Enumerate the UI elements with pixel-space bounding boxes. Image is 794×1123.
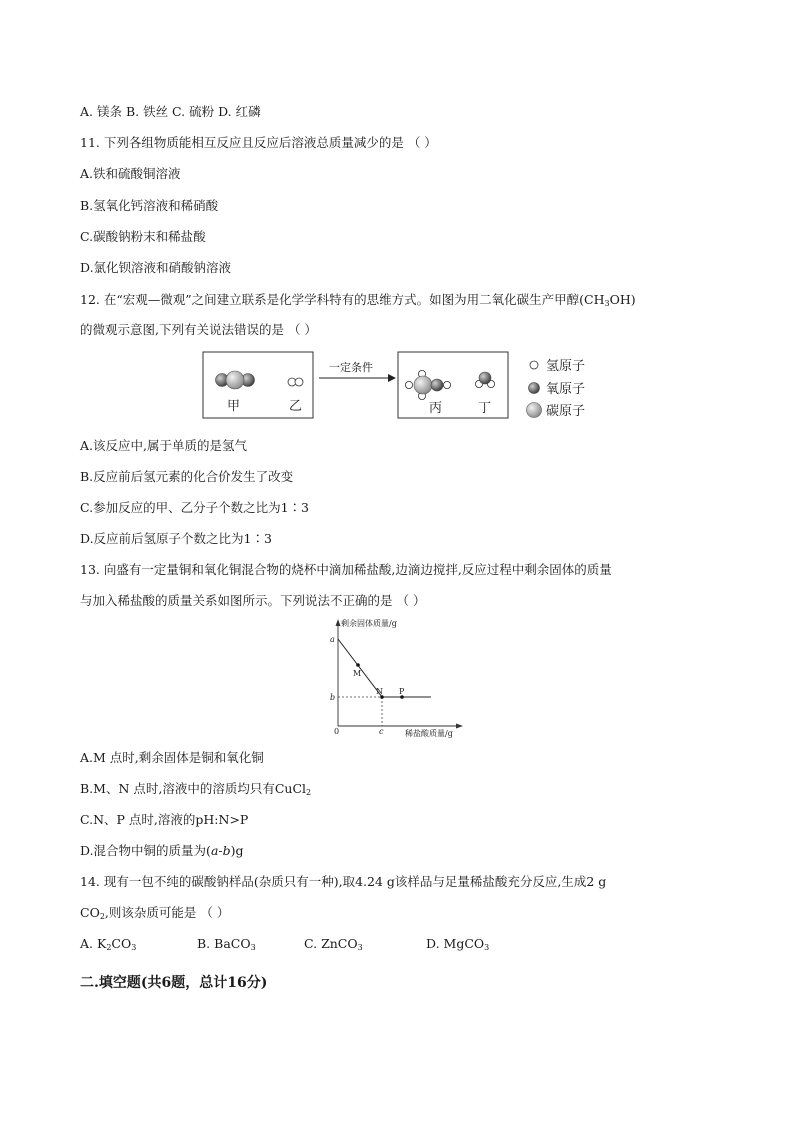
q14-stem-line1: 14. 现有一包不纯的碳酸钠样品(杂质只有一种),取4.24 g该样品与足量稀盐酸充分反应,生成2 g bbox=[80, 874, 607, 889]
q11-option-a: A.铁和硫酸铜溶液 bbox=[80, 166, 181, 181]
legend-hydrogen-icon bbox=[530, 361, 538, 369]
q11-option-b: B.氢氧化钙溶液和稀硝酸 bbox=[80, 198, 219, 213]
q13-option-c: C.N、P 点时,溶液的pH:N>P bbox=[80, 812, 249, 827]
point-m-label: M bbox=[353, 669, 362, 678]
label-bing: 丙 bbox=[429, 401, 443, 416]
q12-option-b: B.反应前后氢元素的化合价发生了改变 bbox=[80, 469, 294, 484]
q12-option-d: D.反应前后氢原子个数之比为1∶3 bbox=[80, 531, 272, 546]
point-n-label: N bbox=[376, 687, 383, 696]
q12-option-a: A.该反应中,属于单质的是氢气 bbox=[80, 438, 247, 453]
q13-option-a: A.M 点时,剩余固体是铜和氧化铜 bbox=[80, 750, 264, 765]
q12-stem-line2: 的微观示意图,下列有关说法错误的是 （ ） bbox=[80, 322, 317, 337]
hydrogen-atom bbox=[443, 381, 450, 388]
q12-option-c: C.参加反应的甲、乙分子个数之比为1∶3 bbox=[80, 500, 309, 515]
label-yi: 乙 bbox=[289, 399, 303, 414]
tick-b: b bbox=[330, 693, 336, 702]
q14-option-c: C. ZnCO$_3$ bbox=[304, 936, 363, 952]
q13-graph bbox=[326, 614, 466, 738]
hydrogen-atom bbox=[295, 378, 303, 386]
label-ding: 丁 bbox=[478, 401, 492, 416]
q14-option-b: B. BaCO$_3$ bbox=[197, 936, 256, 952]
q11-stem: 11. 下列各组物质能相互反应且反应后溶液总质量减少的是 （ ） bbox=[80, 135, 437, 150]
legend-oxygen-icon bbox=[529, 383, 540, 394]
legend-carbon-icon bbox=[527, 403, 542, 418]
hydrogen-atom bbox=[405, 381, 412, 388]
q10-options: A. 镁条 B. 铁丝 C. 硫粉 D. 红磷 bbox=[80, 104, 261, 119]
legend-oxygen-label: 氧原子 bbox=[546, 382, 586, 397]
q13-stem-line1: 13. 向盛有一定量铜和氧化铜混合物的烧杯中滴加稀盐酸,边滴边搅拌,反应过程中剩余固体的质量 bbox=[80, 562, 612, 577]
q12-stem-line1: 12. 在“宏观—微观”之间建立联系是化学学科特有的思维方式。如图为用二氧化碳生产甲醇$(CH_3OH)$ bbox=[80, 292, 636, 308]
q11-option-c: C.碳酸钠粉末和稀盐酸 bbox=[80, 229, 206, 244]
x-axis-label: 稀盐酸质量/g bbox=[405, 729, 453, 738]
legend-hydrogen-label: 氢原子 bbox=[546, 359, 586, 374]
oxygen-atom bbox=[431, 379, 443, 391]
carbon-atom bbox=[226, 371, 244, 389]
q13-option-d: D.混合物中铜的质量为(a-b)g bbox=[80, 843, 244, 858]
carbon-atom bbox=[414, 376, 432, 394]
q14-stem-line2: $CO_2$,则该杂质可能是 （ ） bbox=[80, 905, 230, 921]
origin-label: 0 bbox=[334, 727, 340, 736]
label-jia: 甲 bbox=[227, 399, 241, 414]
point-p-label: P bbox=[399, 687, 405, 696]
arrow-condition-label: 一定条件 bbox=[329, 361, 373, 374]
q12-reaction-diagram bbox=[195, 348, 615, 424]
q14-option-d: D. MgCO$_3$ bbox=[426, 936, 490, 952]
q13-option-b: B.M、N 点时,溶液中的溶质均只有CuCl$_2$ bbox=[80, 781, 312, 797]
q14-option-a: A. $K_2CO_3$ bbox=[80, 936, 137, 952]
oxygen-atom bbox=[479, 372, 491, 384]
section-2-heading: 二.填空题(共6题，总计16分) bbox=[80, 975, 268, 991]
legend-carbon-label: 碳原子 bbox=[546, 404, 586, 419]
tick-c: c bbox=[379, 727, 384, 736]
q11-option-d: D.氯化钡溶液和硝酸钠溶液 bbox=[80, 260, 232, 275]
point-m bbox=[356, 663, 360, 667]
y-axis-label: 剩余固体质量/g bbox=[341, 619, 397, 628]
tick-a: a bbox=[330, 635, 335, 644]
q13-stem-line2: 与加入稀盐酸的质量关系如图所示。下列说法不正确的是 （ ） bbox=[80, 593, 426, 608]
